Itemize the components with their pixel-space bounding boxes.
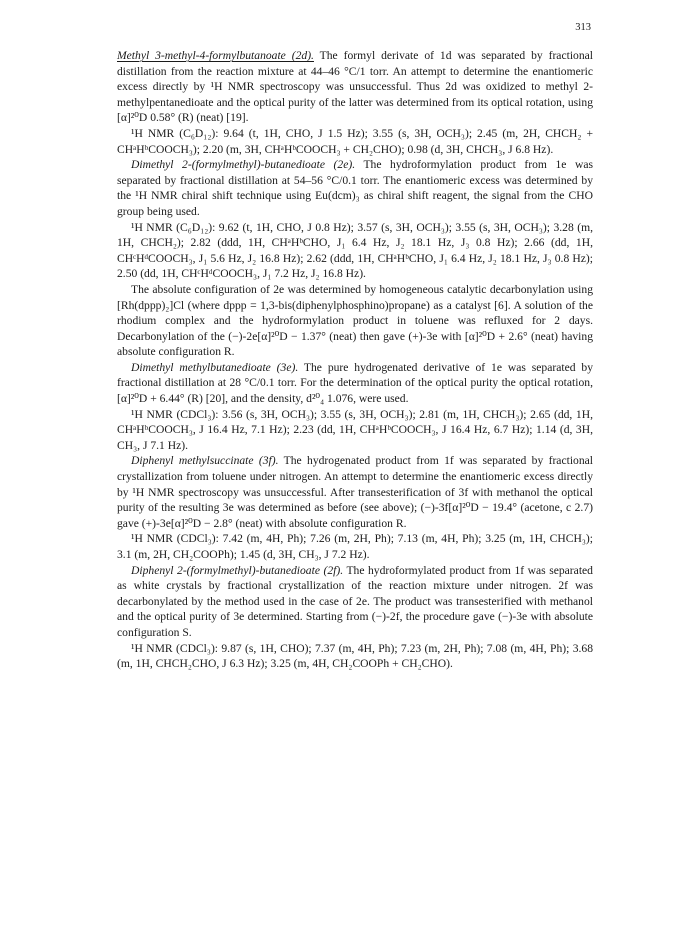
paragraph-3f-nmr (117, 531, 593, 562)
paragraph-2f-intro (117, 563, 593, 641)
paragraph-text: ¹H NMR (C₆D₁₂): 9.64 (t, 1H, CHO, J 1.5 Hz); 3.55 (s, 3H, OCH₃); 2.45 (m, 2H, CHCH₂ + CHᵃHᵇCOOCH₃); 2.20 (m, 3H, CHᵃHᵇCOOCH₃ + CH₂CHO); 0.98 (d, 3H, CHCH₃, J 6.8 Hz). (117, 126, 593, 156)
paragraph-2e-nmr (117, 220, 593, 282)
paragraph-2d-nmr (117, 126, 593, 157)
paragraph-text: The pure hydrogenated derivative of 1e was separated by fractional distillation at 28 °C/0.1 torr. For the determination of the optical purity the optical rotation, [α]²⁰D + 6.44° (R) [20], and the density, d²⁰₄ 1.076, were used. (117, 360, 593, 406)
paragraph-3f-intro (117, 453, 593, 531)
compound-heading-2d: Methyl 3-methyl-4-formylbutanoate (2d). (117, 49, 314, 62)
compound-heading-2f: Diphenyl 2-(formylmethyl)-butanedioate (2f). (131, 563, 344, 577)
paragraph-2e-intro (117, 157, 593, 219)
compound-heading-3e: Dimethyl methylbutanedioate (3e). (131, 360, 299, 374)
paragraph-text: ¹H NMR (C₆D₁₂): 9.62 (t, 1H, CHO, J 0.8 Hz); 3.57 (s, 3H, OCH₃); 3.55 (s, 3H, OCH₃); 3.28 (m, 1H, CHCH₂); 2.82 (ddd, 1H, CHᵃHᵇCHO, J₁ 6.4 Hz, J₂ 18.1 Hz, J₃ 0.8 Hz); 2.66 (dd, 1H, CHᶜHᵈCOOCH₃, J₁ 5.6 Hz, J₂ 16.8 Hz); 2.62 (ddd, 1H, CHᵃHᵇCHO, J₁ 6.4 Hz, J₂ 18.1 Hz, J₃ 0.8 Hz); 2.50 (dd, 1H, CHᶜHᵈCOOCH₃, J₁ 7.2 Hz, J₂ 16.8 Hz). (117, 220, 593, 281)
paragraph-text: ¹H NMR (CDCl₃): 9.87 (s, 1H, CHO); 7.37 (m, 4H, Ph); 7.23 (m, 2H, Ph); 7.08 (m, 4H, Ph); 3.68 (m, 1H, CHCH₂CHO, J 6.3 Hz); 3.25 (m, 4H, CH₂COOPh + CH₂CHO). (117, 641, 593, 671)
journal-page (117, 22, 593, 672)
paragraph-text: The hydrogenated product from 1f was separated by fractional crystallization from toluene under nitrogen. An attempt to determine the enantiomeric excess directly by ¹H NMR spectroscopy was unsuccessful. After transesterification of 3f with methanol the optical purity of the resulting 3e was determined as before (see above); (−)-3f[α]²⁰D − 19.4° (acetone, c 2.7) gave (+)-3e[α]²⁰D − 2.8° (neat) with absolute configuration R. (117, 454, 594, 530)
paragraph-2f-nmr (117, 641, 593, 672)
page-number: 313 (575, 22, 591, 33)
paragraph-2d-intro (117, 48, 593, 126)
compound-heading-2e: Dimethyl 2-(formylmethyl)-butanedioate (2e). (131, 158, 356, 172)
paragraph-3e-intro (117, 360, 593, 407)
paragraph-3e-nmr (117, 407, 593, 454)
paragraph-text: The formyl derivate of 1d was separated by fractional distillation from the reaction mixture at 44–46 °C/1 torr. An attempt to determine the enantiomeric excess directly by ¹H NMR spectroscopy was unsuccessful. Thus 2d was oxidized to methyl 2-methylpentanedioate and the optical purity of the latter was determined from its optical rotation, using [α]²⁰D 0.58° (R) (neat) [19]. (117, 49, 594, 125)
paragraph-text: The hydroformylation product from 1e was separated by fractional distillation at 54–56 °C/0.1 torr. The enantiomeric excess was determined by the ¹H NMR chiral shift technique using Eu(dcm)₃ as chiral shift reagent, the signal from the CHO group being used. (117, 158, 593, 218)
paragraph-text: ¹H NMR (CDCl₃): 3.56 (s, 3H, OCH₃); 3.55 (s, 3H, OCH₃); 2.81 (m, 1H, CHCH₃); 2.65 (dd, 1H, CHᵃHᵇCOOCH₃, J 16.4 Hz, 7.1 Hz); 2.23 (dd, 1H, CHᵃHᵇCOOCH₃, J 16.4 Hz, 6.7 Hz); 1.14 (d, 3H, CH₃, J 7.1 Hz). (117, 407, 593, 452)
paragraph-2e-configuration (117, 282, 593, 360)
paragraph-text: ¹H NMR (CDCl₃): 7.42 (m, 4H, Ph); 7.26 (m, 2H, Ph); 7.13 (m, 4H, Ph); 3.25 (m, 1H, CHCH₃); 3.1 (m, 2H, CH₂COOPh); 1.45 (d, 3H, CH₃, J 7.2 Hz). (117, 532, 593, 561)
paragraph-text: The hydroformylated product from 1f was separated as white crystals by fractional crystallization of the reaction mixture under nitrogen. 2f was decarbonylated by the method used in the case of 2e. The product was transesterified with methanol and the optical purity of 3e determined. Starting from (−)-2f, the procedure gave (−)-3e with absolute configuration S. (117, 563, 593, 639)
compound-heading-3f: Diphenyl methylsuccinate (3f). (131, 454, 279, 468)
paragraph-text: The absolute configuration of 2e was determined by homogeneous catalytic decarbonylation using [Rh(dppp)₂]Cl (where dppp = 1,3-bis(diphenylphosphino)propane) as a catalyst [6]. A solution of the rhodium complex and the hydroformylation product in toluene was refluxed for 2 days. Decarbonylation of the (−)-2e[α]²⁰D − 1.37° (neat) then gave (+)-3e with [α]²⁰D + 2.6° (neat) having absolute configuration R. (117, 282, 593, 359)
